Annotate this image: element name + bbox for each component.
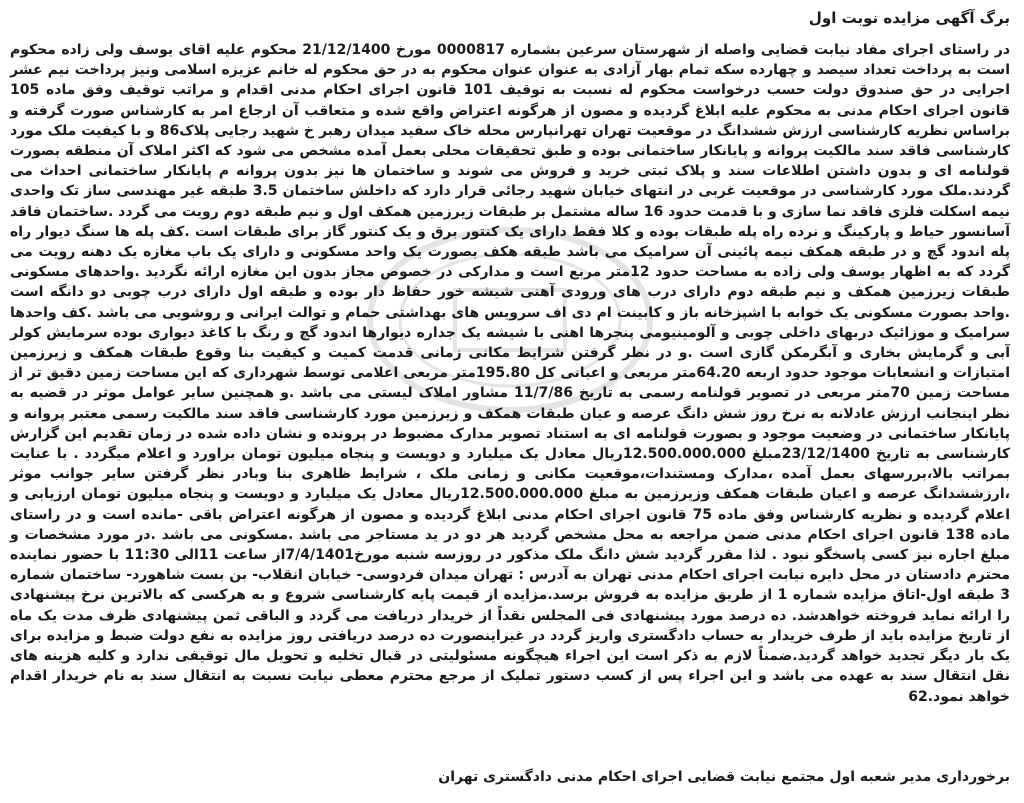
- notice-body: در راستای اجرای مفاد نیابت قضایی واصله از شهرستان سرعین بشماره 0000817 مورخ 21/12/1400 محکوم علیه اقای یوسف ولی زاده محکوم است به پرداخت تعداد سیصد و چهارده سکه تمام بهار آزادی به عنوان عنوان محکوم به در حق محکوم له خانم عزیزه اسلامی ونیز پرداخت نیم عشر اجرایی در حق صندوق دولت حسب درخواست محکوم له نسبت به توقیف 101 قانون اجرای احکام مدنی اقدام و مراتب توقیف وفق ماده 105 قانون اجرای احکام مدنی به محکوم علیه ابلاغ گردیده و مصون از هرگونه اعتراض واقع شده و متعاقب آن ارجاع امر به کارشناس صورت گرفته و براساس نظریه کارشناسی ارزش ششدانگ در موقعیت تهران تهرانپارس محله خاک سفید میدان رهبر خ شهید رجایی پلاک86 و با کیفیت ملک مورد کارشناسی فاقد سند مالکیت پروانه و پایانکار ساختمانی بوده و طبق تحقیقات محلی بعمل آمده مشخص می شود که اکثر املاک آن منطقه بصورت قولنامه ای و بدون داشتن اطلاعات سند و پلاک ثبتی خرید و فروش می شوند و ساختمان ها نیز بدون پروانه م پایانکار ساختمانی احداث می گردند.ملک مورد کارشناسی در موقعیت غربی در انتهای خیابان شهید رجائی قرار دارد که داخلش ساختمان 3.5 طبقه غیر مهندسی ساز تک واحدی نیمه اسکلت فلزی فاقد نما سازی و با قدمت حدود 16 ساله مشتمل بر طبقات زیرزمین همکف اول و نیم طبقه دوم رویت می گردد .ساختمان فاقد آسانسور حیاط و پارکینگ و نرده راه پله طبقات بوده و کلا فقط دارای یک کنتور برق و یک کنتور گاز برای طبقات است .کف پله ها سنگ دیوار راه پله اندود گچ و در طبقه همکف نیمه پائینی آن سرامیک می باشد طبقه هکف بصورت یک واحد مسکونی و دارای یک باب مغازه یک دهنه رویت می گردد که به اظهار یوسف ولی زاده به مساحت حدود 12متر مربع است و مدارکی در خصوص مجاز بدون این مغازه ارائه نگردید .واحدهای مسکونی طبقات زیرزمین همکف و نیم طبقه دوم دارای درب های ورودی آهنی شیشه خور حفاظ دار بوده و طبقه اول دارای درب چوبی دو دانگه است .واحد بصورت مسکونی یک خوابه با اشپزخانه باز و کابینت ام دی اف سرویس های بهداشتی حمام و توالت ایرانی و روشویی می باشد .کف واحدها سرامیک و موزائیک دربهای داخلی چوبی و آلومینیومی پنجرها اهنی با شیشه یک جداره دیوارها اندود گچ و رنگ با کاغذ دیواری بوده سرمایش کولر آبی و گرمایش بخاری و آبگرمکن گازی است .و در نظر گرفتن شرایط مکانی زمانی قدمت کمیت و کیفیت بنا وقوع طبقات همکف و زیرزمین امتیازات و انشعابات موجود حدود اربعه 64.20متر مربعی و اعیانی کل 195.80متر مربعی اعلامی توسط شهرداری که این مساحت زمین دقیق تر از مساحت زمین 70متر مربعی در تصویر قولنامه رسمی به تاریخ 11/7/86 مشاور املاک لیستی می باشد .و همچنین سایر عوامل موثر در قضیه به نظر اینجانب ارزش عادلانه به نرخ روز شش دانگ عرصه و عیان طبقات همکف و زیرزمین مورد کارشناسی فاقد سند مالکیت رسمی معتبر پروانه و پایانکار ساختمانی در وضعیت موجود و بصورت قولنامه ای به استناد تصویر مدارک مضبوط در پرونده و نشان داده شده در زمان تقدیم این گزارش کارشناسی به تاریخ 23/12/1400مبلغ 12.500.000.000ریال معادل یک میلیارد و دویست و پنجاه میلیون تومان براورد و اعلام میگردد . با عنایت بمراتب بالا،بررسهای بعمل آمده ،مدارک ومستندات،موقعیت مکانی و زمانی ملک ، شرایط ظاهری بنا وبادر نظر گرفتن سایر جوانب موثر ،ارزششدانگ عرصه و اعیان طبقات همکف وزیرزمین به مبلغ 12.500.000.000ریال معادل یک میلیارد و دویست و پنجاه میلیون تومان ارزیابی و اعلام گردیده و نظریه کارشناس وفق ماده 75 قانون اجرای احکام مدنی ابلاغ گردیده و مصون از هرگونه اعتراض باقی -مانده است و در راستای ماده 138 قانون اجرای احکام مدنی ضمن مراجعه به محل مشخص گردید هر دو در ید مستاجر می باشد .مسکونی می باشد .در مورد مشخصات و مبلغ اجاره نیز کسی پاسخگو نبود . لذا مقرر گردید شش دانگ ملک مذکور در روزسه شنبه مورخ7/4/1401از ساعت 11الی 11:30 با حضور نماینده محترم دادستان در محل دایره نیابت اجرای احکام مدنی تهران به آدرس : تهران میدان فردوسی- خیابان انقلاب- بن بست شاهورد- ساختمان شماره 3 طبقه اول-اتاق مزایده شماره 1 از طریق مزایده به فروش برسد.مزایده از قیمت پایه کارشناسی شروع و به هرکسی که بالاترین نرخ پیشنهادی را ارائه نماید فروخته خواهدشد. ده درصد مورد پیشنهادی فی المجلس نقداً از خریدار دریافت می گردد و الباقی ثمن پیشنهادی ظرف مدت یک ماه از تاریخ مزایده باید از طرف خریدار به حساب دادگستری واریز گردد در غیراینصورت ده درصد دریافتی روز مزایده به نفع دولت ضبط و مزایده برای یک بار دیگر تجدید خواهد گردید.ضمناً لازم به ذکر است این اجراء هیچگونه مسئولیتی در قبال تخلیه و تحویل مال توقیفی ندارد و کلیه هزینه های نقل انتقال سند به عهده می باشد و این اجراء پس از کسب دستور تملیک از مرجع محترم معطی نیابت نسبت به انتقال سند به نام خریدار اقدام خواهد نمود.62: [10, 42, 1011, 705]
- notice-title: برگ آگهی مزایده نوبت اول: [808, 9, 1010, 27]
- notice-signature: برخورداری مدیر شعبه اول مجتمع نیابت قضایی اجرای احکام مدنی دادگستری تهران: [438, 769, 1010, 785]
